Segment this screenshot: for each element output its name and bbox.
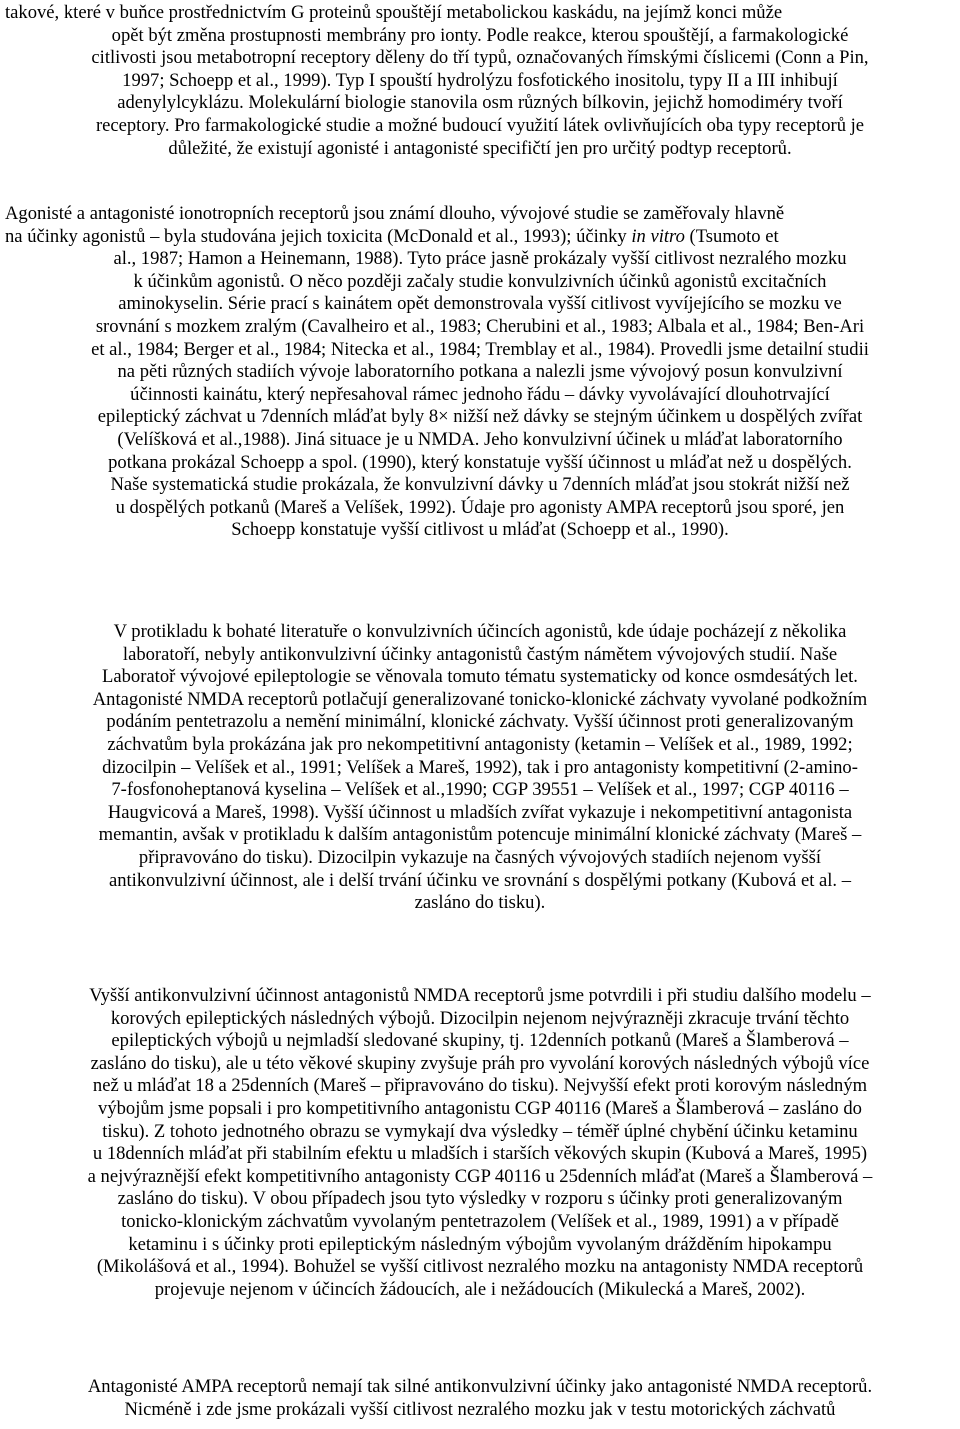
text-line: memantin, avšak v protikladu k dalším antagonistům potencuje minimální klonické záchvaty (Mareš – <box>98 824 862 846</box>
text-line: srovnání s mozkem zralým (Cavalheiro et al., 1983; Cherubini et al., 1983; Albala et al., 1984; Ben-Ari <box>95 315 865 337</box>
text-line: a nejvýraznější efekt kompetitivního antagonisty CGP 40116 u 25denních mláďat (Mareš a Šlamberová – <box>87 1165 873 1187</box>
text-line: dizocilpin – Velíšek et al., 1991; Velíšek a Mareš, 1992), tak i pro antagonisty kompetitivní (2-amino- <box>102 756 858 778</box>
text-line: tisku). Z tohoto jednotného obrazu se vymykají dva výsledky – téměř úplné chybění účinku ketaminu <box>102 1120 858 1142</box>
text-line: Naše systematická studie prokázala, že konvulzivní dávky u 7denních mláďat jsou stokrát nižší než <box>110 474 850 496</box>
text-line: Schoepp konstatuje vyšší citlivost u mláďat (Schoepp et al., 1990). <box>231 519 729 541</box>
text-line: než u mláďat 18 a 25denních (Mareš – připravováno do tisku). Nejvyšší efekt proti korovým následným <box>92 1075 868 1097</box>
text-line: Laboratoř vývojové epileptologie se věnovala tomuto tématu systematicky od konce osmdesátých let. <box>102 666 858 688</box>
text-line: epileptických výbojů u nejmladší sledované skupiny, tj. 12denních potkanů (Mareš a Šlamberová – <box>111 1030 849 1052</box>
text-line: na pěti různých stadiích vývoje laboratorního potkana a nalezli jsme vývojový posun konvulzivní <box>117 361 843 383</box>
text-line: záchvatům byla prokázána jak pro nekompetitivní antagonisty (ketamin – Velíšek et al., 1989, 1992; <box>107 733 853 755</box>
text-line: receptory. Pro farmakologické studie a možné budoucí využití látek ovlivňujících oba typy receptorů je <box>95 114 865 136</box>
text-line: výbojům jsme popsali i pro kompetitivního antagonistu CGP 40116 (Mareš a Šlamberová – zasláno do <box>98 1097 862 1119</box>
text-line: podáním pentetrazolu a nemění minimální, klonické záchvaty. Vyšší účinnost proti generalizovaným <box>106 711 854 733</box>
text-line: tonicko-klonickým záchvatům vyvolaným pentetrazolem (Velíšek et al., 1989, 1991) a v případě <box>121 1210 839 1232</box>
paragraph-antagonist-studies <box>0 621 960 915</box>
paragraph-ampa-antagonists <box>0 1376 960 1421</box>
text-line: korových epileptických následných výbojů. Dizocilpin nejenom nejvýrazněji zkracuje trvání těchto <box>110 1007 850 1029</box>
text-line: Haugvicová a Mareš, 1998). Vyšší účinnost u mladších zvířat vykazuje i nekompetitivní antagonista <box>107 801 853 823</box>
text-line: potkana prokázal Schoepp a spol. (1990), který konstatuje vyšší účinnost u mláďat než u dospělých. <box>108 451 852 473</box>
text-line: Antagonisté NMDA receptorů potlačují generalizované tonicko-klonické záchvaty vyvolané podkožním <box>92 688 868 710</box>
text-line: zasláno do tisku). V obou případech jsou tyto výsledky v rozporu s účinky proti generalizovaným <box>117 1188 843 1210</box>
text-line: et al., 1984; Berger et al., 1984; Nitecka et al., 1984; Tremblay et al., 1984). Provedli jsme detailní studii <box>91 338 869 360</box>
text-line: epileptický záchvat u 7denních mláďat byly 8× nižší než dávky se stejným účinkem u dospělých zvířat <box>97 406 863 428</box>
text-line: Vyšší antikonvulzivní účinnost antagonistů NMDA receptorů jsme potvrdili i při studiu dalšího modelu – <box>89 985 871 1006</box>
text-line: al., 1987; Hamon a Heinemann, 1988). Tyto práce jasně prokázaly vyšší citlivost nezralého mozku <box>113 248 847 270</box>
text-line: důležité, že existují agonisté i antagonisté specifičtí jen pro určitý podtyp receptorů. <box>168 137 792 159</box>
text-line: Nicméně i zde jsme prokázali vyšší citlivost nezralého mozku jak v testu motorických záchvatů <box>124 1398 836 1420</box>
paragraph-agonists-antagonists <box>0 203 960 542</box>
text-line: V protikladu k bohaté literatuře o konvulzivních účincích agonistů, kde údaje pocházejí z několika <box>113 621 847 642</box>
text-line: Agonisté a antagonisté ionotropních receptorů jsou známí dlouho, vývojové studie se zaměřovaly hlavně <box>5 203 785 224</box>
text-line: 7-fosfonoheptanová kyselina – Velíšek et al.,1990; CGP 39551 – Velíšek et al., 1997; CGP 40116 – <box>111 779 849 801</box>
paragraph-metabotropic-receptors <box>0 2 960 160</box>
text-line: účinnosti kainátu, který nepřesahoval rámec jednoho řádu – dávky vyvolávající dlouhotrvající <box>130 383 830 405</box>
text-line: laboratoří, nebyly antikonvulzivní účinky antagonistů častým námětem vývojových studií. Naše <box>122 643 838 665</box>
text-line: ketaminu i s účinky proti epileptickým následným výbojům vyvolaným drážděním hipokampu <box>128 1233 832 1255</box>
text-line: projevuje nejenom v účincích žádoucích, ale i nežádoucích (Mikulecká a Mareš, 2002). <box>154 1278 806 1300</box>
text-line: (Velíšková et al.,1988). Jiná situace je u NMDA. Jeho konvulzivní účinek u mláďat laboratorního <box>117 428 843 450</box>
text-line: Antagonisté AMPA receptorů nemají tak silné antikonvulzivní účinky jako antagonisté NMDA receptorů. <box>87 1376 873 1397</box>
text-line: připravováno do tisku). Dizocilpin vykazuje na časných vývojových stadiích nejenom vyšší <box>138 846 822 868</box>
text-line: zasláno do tisku). <box>414 892 546 914</box>
text-line: 1997; Schoepp et al., 1999). Typ I spouští hydrolýzu fosfotického inositolu, typy II a III inhibují <box>122 69 838 91</box>
text-line: k účinkům agonistů. O něco později začaly studie konvulzivních účinků agonistů excitačních <box>133 270 827 292</box>
text-line: aminokyselin. Série prací s kainátem opět demonstrovala vyšší citlivost vyvíjejícího se mozku ve <box>118 293 842 315</box>
text-line-with-italic: na účinky agonistů – byla studována jejich toxicita (McDonald et al., 1993); účinky in vitro (Tsumoto et <box>5 225 779 247</box>
text-line: (Mikolášová et al., 1994). Bohužel se vyšší citlivost nezralého mozku na antagonisty NMDA receptorů <box>96 1256 864 1278</box>
text-line: zasláno do tisku), ale u této věkové skupiny zvyšuje práh pro vyvolání korových následných výbojů více <box>90 1052 870 1074</box>
text-line: u 18denních mláďat při stabilním efektu u mladších i starších věkových skupin (Kubová a Mareš, 1995) <box>92 1143 868 1165</box>
text-line: opět být změna prostupnosti membrány pro ionty. Podle reakce, kterou spouštějí, a farmakologické <box>111 24 849 46</box>
text-line: takové, které v buňce prostřednictvím G proteinů spouštějí metabolickou kaskádu, na jejímž konci může <box>5 2 783 23</box>
text-line: citlivosti jsou metabotropní receptory děleny do tří typů, označovaných římskými číslicemi (Conn a Pin, <box>91 47 869 69</box>
text-line: u dospělých potkanů (Mareš a Velíšek, 1992). Údaje pro agonisty AMPA receptorů jsou sporé, jen <box>115 496 845 518</box>
paragraph-nmda-cortical-discharges <box>0 985 960 1301</box>
text-line: antikonvulzivní účinnost, ale i delší trvání účinku ve srovnání s dospělými potkany (Kubová et al. – <box>108 869 852 891</box>
text-line: adenylylcyklázu. Molekulární biologie stanovila osm různých bílkovin, jejichž homodiméry tvoří <box>117 92 843 114</box>
